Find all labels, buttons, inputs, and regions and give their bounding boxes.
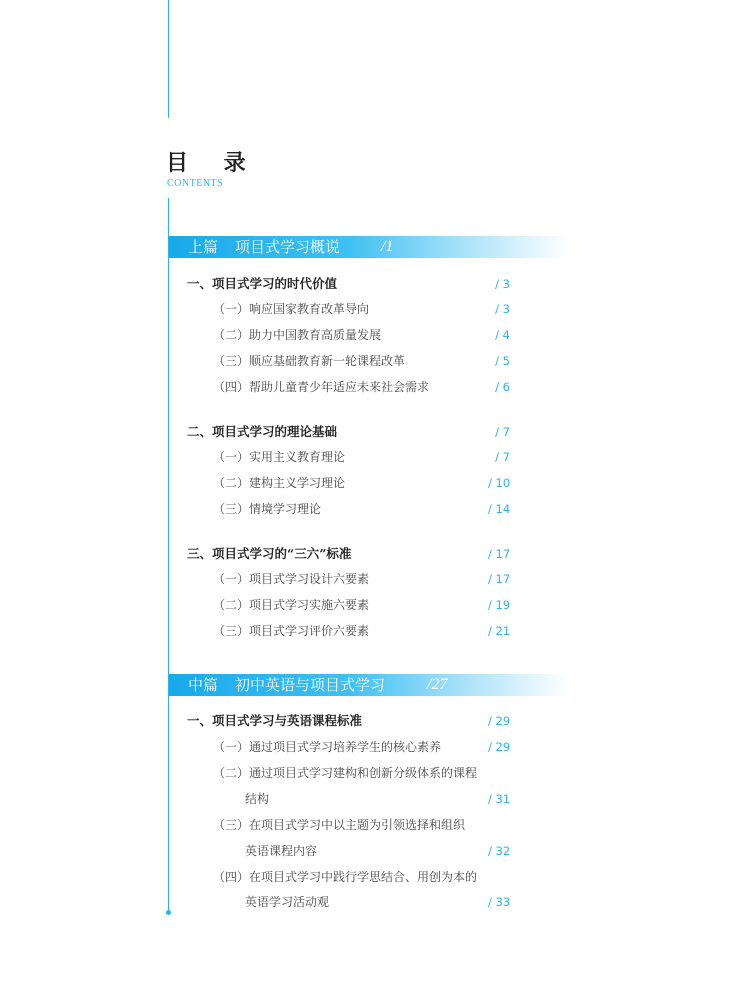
page-title: 目 录 [166, 150, 260, 176]
section-title: 三、项目式学习的“三六”标准 [187, 546, 352, 561]
entry-label: （三）情境学习理论 [213, 502, 322, 516]
entry-label: （二）建构主义学习理论 [213, 476, 346, 490]
toc-entry[interactable] [0, 867, 750, 887]
page-number: / 5 [495, 354, 510, 368]
page-number: / 32 [488, 844, 511, 858]
entry-label: （三）顺应基础教育新一轮课程改革 [213, 354, 406, 368]
toc-entry[interactable] [0, 815, 750, 835]
entry-label: （二）项目式学习实施六要素 [213, 598, 370, 612]
toc-section-heading[interactable] [0, 422, 750, 442]
page-number: / 14 [488, 502, 511, 516]
page-number: / 21 [488, 624, 511, 638]
entry-label-continued: 结构 [245, 792, 270, 806]
entry-label: （一）实用主义教育理论 [213, 450, 346, 464]
toc-entry[interactable] [0, 299, 750, 319]
toc-entry[interactable] [0, 763, 750, 783]
toc-entry[interactable] [0, 377, 750, 397]
toc-entry[interactable] [0, 351, 750, 371]
page-number: / 17 [488, 572, 511, 586]
page-number: / 7 [495, 425, 510, 439]
entry-label: （三）项目式学习评价六要素 [213, 624, 370, 638]
page-number: / 19 [488, 598, 511, 612]
toc-entry-continuation[interactable] [0, 841, 750, 861]
page-number: / 3 [495, 302, 510, 316]
toc-section-heading[interactable] [0, 711, 750, 731]
entry-label-continued: 英语学习活动观 [245, 895, 330, 909]
toc-entry[interactable] [0, 447, 750, 467]
toc-entry[interactable] [0, 595, 750, 615]
entry-label-continued: 英语课程内容 [245, 844, 318, 858]
entry-label: （二）助力中国教育高质量发展 [213, 328, 382, 342]
entry-label: （四）帮助儿童青少年适应未来社会需求 [213, 380, 430, 394]
toc-entry[interactable] [0, 473, 750, 493]
page-number: / 17 [488, 547, 511, 561]
part-label: 上篇 [188, 238, 219, 256]
page-number: / 29 [488, 740, 511, 754]
toc-entry[interactable] [0, 499, 750, 519]
toc-section-heading[interactable] [0, 274, 750, 294]
page-number: / 10 [488, 476, 511, 490]
toc-entry[interactable] [0, 737, 750, 757]
part-page: /1 [381, 238, 394, 255]
left-vertical-rule-top [168, 0, 169, 118]
page-subtitle: CONTENTS [167, 178, 224, 189]
part-page: /27 [427, 676, 448, 693]
page-number: / 29 [488, 714, 511, 728]
toc-entry-continuation[interactable] [0, 789, 750, 809]
toc-entry[interactable] [0, 569, 750, 589]
entry-label: （一）项目式学习设计六要素 [213, 572, 370, 586]
section-title: 二、项目式学习的理论基础 [187, 424, 338, 439]
entry-label: （二）通过项目式学习建构和创新分级体系的课程 [213, 766, 478, 780]
toc-entry[interactable] [0, 325, 750, 345]
part-banner-1[interactable] [169, 236, 569, 258]
page-number: / 31 [488, 792, 511, 806]
part-label: 中篇 [188, 676, 219, 694]
part-title: 初中英语与项目式学习 [235, 676, 386, 694]
section-title: 一、项目式学习的时代价值 [187, 276, 338, 291]
part-title: 项目式学习概说 [235, 238, 341, 256]
part-banner-2[interactable] [169, 674, 569, 696]
page-number: / 33 [488, 895, 511, 909]
page-number: / 3 [495, 277, 510, 291]
toc-section-heading[interactable] [0, 544, 750, 564]
entry-label: （四）在项目式学习中践行学思结合、用创为本的 [213, 870, 478, 884]
entry-label: （一）通过项目式学习培养学生的核心素养 [213, 740, 442, 754]
page-number: / 7 [495, 450, 510, 464]
entry-label: （三）在项目式学习中以主题为引领选择和组织 [213, 818, 466, 832]
page-number: / 4 [495, 328, 510, 342]
toc-entry-continuation[interactable] [0, 892, 750, 912]
toc-entry[interactable] [0, 621, 750, 641]
page-number: / 6 [495, 380, 510, 394]
section-title: 一、项目式学习与英语课程标准 [187, 713, 363, 728]
entry-label: （一）响应国家教育改革导向 [213, 302, 370, 316]
